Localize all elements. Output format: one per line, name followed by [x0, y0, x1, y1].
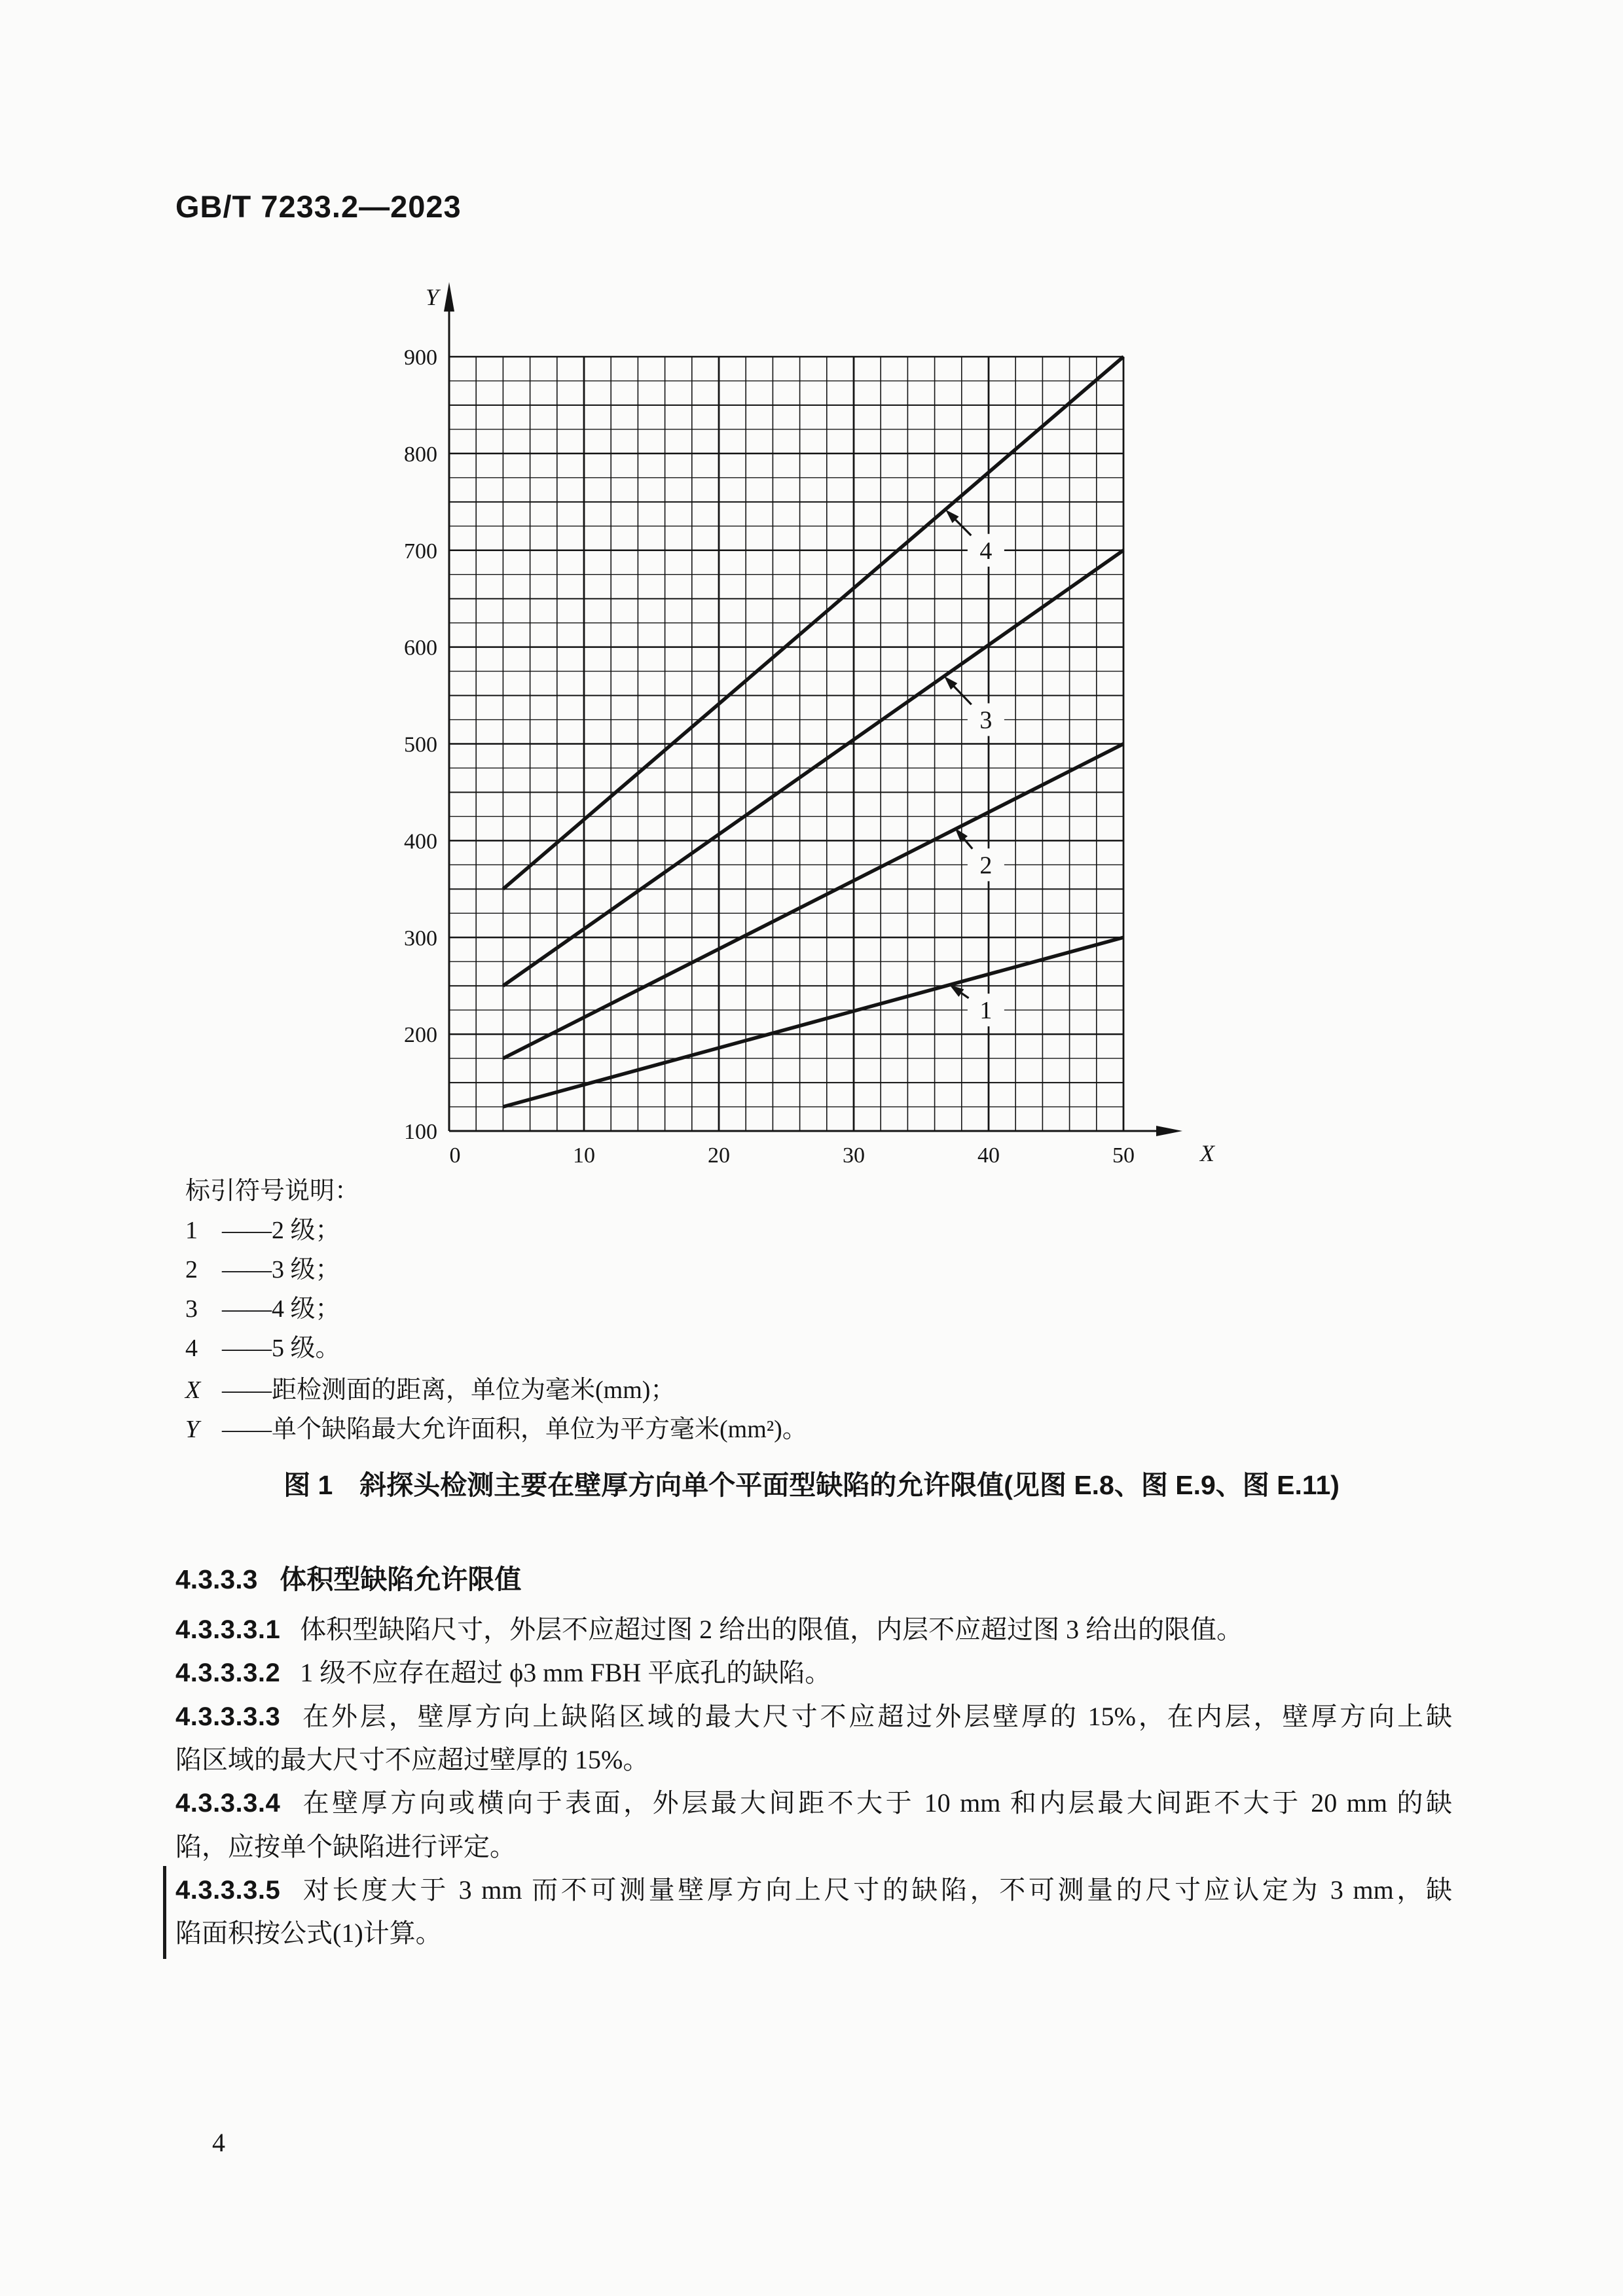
legend-item-text: ——2 级；	[222, 1217, 340, 1244]
legend-item-3	[185, 1288, 340, 1324]
y-tick-800: 800	[404, 442, 437, 467]
series-label-2: 2	[979, 852, 993, 880]
clause-4.3.3.3.5-cont: 陷面积按公式(1)计算。	[175, 1918, 442, 1948]
section-heading-number: 4.3.3.3	[175, 1564, 258, 1594]
y-axis-arrowhead	[444, 282, 454, 312]
series-line-2	[503, 744, 1123, 1059]
legend-item-text: ——3 级；	[222, 1256, 340, 1283]
standard-number-header: GB/T 7233.2—2023	[175, 189, 462, 224]
legend-item-symbol: 1	[185, 1217, 198, 1244]
legend-item-1	[185, 1210, 340, 1246]
y-tick-300: 300	[404, 926, 437, 951]
clause-4.3.3.3.5: 4.3.3.3.5 对长度大于 3 mm 而不可测量壁厚方向上尺寸的缺陷，不可测量的尺寸应认定为 3 mm，缺	[175, 1875, 1452, 1905]
series-leader-4	[954, 518, 972, 535]
legend-item-text: ——4 级；	[222, 1295, 340, 1323]
y-tick-200: 200	[404, 1023, 437, 1048]
legend-item-2	[185, 1249, 340, 1285]
y-tick-900: 900	[404, 346, 437, 370]
legend-item-text: ——距检测面的距离，单位为毫米(mm)；	[222, 1376, 676, 1404]
revision-change-bar	[163, 1866, 166, 1959]
y-axis-label: Y	[425, 284, 439, 310]
clause-number: 4.3.3.3.4	[175, 1789, 281, 1818]
clause-4.3.3.3.3-cont: 陷区域的最大尺寸不应超过壁厚的 15%。	[175, 1745, 649, 1774]
clause-4.3.3.3.4-cont: 陷，应按单个缺陷进行评定。	[175, 1832, 516, 1861]
y-tick-700: 700	[404, 539, 437, 564]
y-tick-500: 500	[404, 732, 437, 757]
clause-number: 4.3.3.3.5	[175, 1876, 281, 1905]
series-line-1	[503, 937, 1123, 1107]
x-tick-20: 20	[708, 1143, 730, 1168]
legend-item-4	[185, 1327, 340, 1363]
legend-title: 标引符号说明：	[185, 1177, 360, 1205]
x-tick-40: 40	[977, 1143, 1000, 1168]
clause-4.3.3.3.3: 4.3.3.3.3 在外层，壁厚方向上缺陷区域的最大尺寸不应超过外层壁厚的 15%，在内层，壁厚方向上缺	[175, 1702, 1452, 1731]
legend-item-symbol: 2	[185, 1256, 198, 1283]
clause-4.3.3.3.2: 4.3.3.3.2 1 级不应存在超过 ϕ3 mm FBH 平底孔的缺陷。	[175, 1658, 831, 1687]
legend-item-text: ——单个缺陷最大允许面积，单位为平方毫米(mm²)。	[222, 1416, 807, 1443]
page-number: 4	[212, 2128, 225, 2157]
series-label-3: 3	[979, 706, 993, 734]
section-heading	[175, 1558, 521, 1596]
legend-item-symbol: 3	[185, 1295, 198, 1323]
series-label-1: 1	[979, 997, 993, 1025]
x-tick-30: 30	[843, 1143, 865, 1168]
x-tick-50: 50	[1112, 1143, 1135, 1168]
legend-item-X	[185, 1369, 675, 1405]
legend-item-symbol: Y	[185, 1416, 200, 1443]
x-axis-label: X	[1200, 1140, 1214, 1166]
clause-number: 4.3.3.3.3	[175, 1702, 281, 1731]
clause-4.3.3.3.4: 4.3.3.3.4 在壁厚方向或横向于表面，外层最大间距不大于 10 mm 和内层最大间距不大于 20 mm 的缺	[175, 1788, 1452, 1818]
clause-number: 4.3.3.3.2	[175, 1659, 281, 1687]
legend-item-symbol: X	[185, 1376, 201, 1404]
y-tick-600: 600	[404, 636, 437, 660]
y-tick-400: 400	[404, 829, 437, 854]
x-tick-0: 0	[449, 1143, 461, 1168]
clause-4.3.3.3.1: 4.3.3.3.1 体积型缺陷尺寸，外层不应超过图 2 给出的限值，内层不应超过图 3 给出的限值。	[175, 1615, 1243, 1644]
legend-item-text: ——5 级。	[222, 1335, 340, 1362]
clause-number: 4.3.3.3.1	[175, 1615, 281, 1644]
x-axis-arrowhead	[1156, 1126, 1182, 1136]
y-tick-100: 100	[404, 1120, 437, 1144]
legend-item-symbol: 4	[185, 1335, 198, 1362]
legend-item-Y	[185, 1408, 807, 1444]
series-label-4: 4	[979, 537, 993, 565]
x-tick-10: 10	[573, 1143, 595, 1168]
section-heading-title: 体积型缺陷允许限值	[280, 1564, 522, 1594]
figure-caption: 图 1 斜探头检测主要在壁厚方向单个平面型缺陷的允许限值(见图 E.8、图 E.9、图 E.11)	[283, 1470, 1340, 1500]
figure-1-chart	[262, 262, 1283, 1191]
